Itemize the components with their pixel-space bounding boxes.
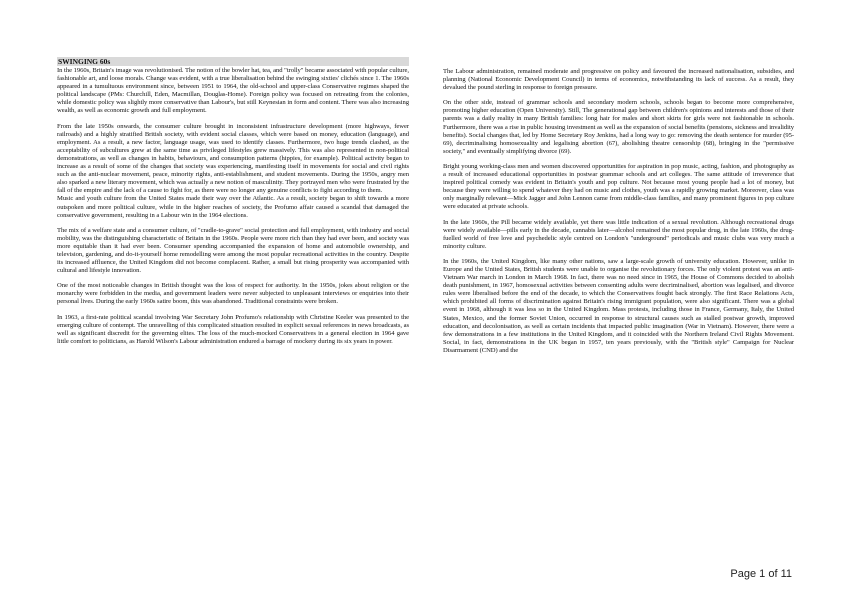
paragraph: In the 1960s, Britain's image was revolutionised. The notion of the bowler hat, tea, and "trolly" became associated with popular culture, fashionable art, and loose morals. Change was evident, with a true liberalisation behind the swinging sixties' clichés since 1. The 1960s appeared in a tumultuous environment since, between 1951 to 1964, the old-school and upper-class Conservative regimes shaped the political landscape (PMs: Churchill, Eden, Macmillan, Douglas-Home). Foreign policy was focused on retreating from the colonies, while domestic policy was slightly more conservative than Labour's, but still Keynesian in form and content. There was also increasing wealth, as well as economic growth and full employment. (57, 67, 409, 115)
paragraph: One of the most noticeable changes in British thought was the loss of respect for authority. In the 1950s, jokes about religion or the monarchy were forbidden in the media, and government leaders were never subjected to unpleasant interviews or enquiries into their personal lives. During the early 1960s satire boom, this was abandoned. Traditional constraints were broken. (57, 282, 409, 306)
section-title: SWINGING 60s (57, 57, 409, 66)
paragraph: On the other side, instead of grammar schools and secondary modern schools, schools began to become more comprehensive, promoting higher education (Open University). Still, The generational gap between children's opinions and interests and those of their parents was a daily reality in many British families: long hair for males and short skirts for girls were not fashionable in schools. Furthermore, there was a rise in public housing investment as well as the expansion of social benefits (pensions, sickness and invalidity benefits). Social changes that, led by Home Secretary Roy Jenkins, had a long way to go: removing the death sentence for murder (95-69), decriminalising homosexuality and legalising abortion (67), abolishing theatre censorship (68), bringing in the "permissive society," and eventually simplifying divorce (69). (443, 99, 794, 155)
paragraph: In 1963, a first-rate political scandal involving War Secretary John Profumo's relationship with Christine Keeler was presented to the emerging culture of contempt. The unravelling of this complicated situation resulted in explicit sexual references in news broadcasts, as well as significant discredit for the governing elites. The loss of the much-mocked Conservatives in a general election in 1964 gave little comfort to politicians, as Harold Wilson's Labour administration endured a barrage of mockery during its six years in power. (57, 313, 409, 345)
paragraph: Music and youth culture from the United States made their way over the Atlantic. As a result, society began to shift towards a more outspoken and more political culture, while in the higher reaches of society, the Profumo affair caused a scandal that damaged the conservative government, resulting in a Labour win in the 1964 elections. (57, 195, 409, 219)
paragraph: From the late 1950s onwards, the consumer culture brought in inconsistent infrastructure development (more highways, fewer railroads) and a highly stratified British society, with evident social classes, which were based on money, education (language), and employment. As a result, a new factor, language usage, was used to identify classes. Furthermore, two huge trends clashed, as the acceptability of subcultures grew at the same time as privileged lifestyles grew massively. This was also represented in non-political demonstrations, as well as changes in habits, behaviours, and consumption patterns (hippies, for example). Political activity began to increase as a result of some of the changes that society was experiencing, manifesting itself in movements for social and civil rights such as the anti-nuclear movement, peace, minority rights, anti-establishment, and student movements. During the 1950s, angry men also sparked a new literary movement, which was actually a new notion of masculinity. They portrayed men who were frustrated by the fall of the empire and the lack of a cause to fight for, as there were no longer any genuine conflicts to fight according to them. (57, 122, 409, 195)
left-column (57, 57, 409, 353)
page-number: Page 1 of 11 (730, 568, 792, 580)
paragraph: Bright young working-class men and women discovered opportunities for aspiration in pop music, acting, fashion, and photography as a result of increased educational opportunities in postwar grammar schools and art colleges. The same attitude of irreverence that inspired political comedy was evident in Britain's youth and pop culture. Not because most young people had a lot of money, but because they were willing to spend whatever they had on music and clothes, youth was a rapidly growing market. Moreover, class was only marginally relevant—Mick Jagger and John Lennon came from middle-class families, and many prominent figures in pop culture were educated at private schools. (443, 162, 794, 211)
right-column (443, 68, 794, 362)
paragraph: In the 1960s, the United Kingdom, like many other nations, saw a large-scale growth of university education. However, unlike in Europe and the United States, British students were unable to organise the revolutionary forces. The only violent protest was an anti-Vietnam War march in London in March 1968. In fact, there was no need since in 1965, the House of Commons decided to abolish death punishment, in 1967, homosexual activities between consenting adults were decriminalised, abortion was legalised, and divorce rules were liberalised before the end of the decade, to which the Conservatives fought back strongly. The first Race Relations Acts, which prohibited all forms of discrimination against Britain's rising immigrant population, were also significant. There was a global event in 1968, although it was less so in the United Kingdom. Mass protests, including those in France, Germany, Italy, the United States, Mexico, and the former Soviet Union, occurred in response to structural causes such as stalled postwar growth, improved education, and decolonisation, as well as certain incidents that impacted public imagination (War in Vietnam). However, there were a few demonstrations in a few institutions in the United Kingdom, and it coincided with the Northern Ireland Civil Rights Movement. Social, in fact, demonstrations in the UK began in 1957, ten years previously, with the "British style" Campaign for Nuclear Disarmament (CND) and the (443, 257, 794, 354)
paragraph: The Labour administration, remained moderate and progressive on policy and favoured the increased nationalisation, subsidies, and planning (National Economic Development Council) in terms of economics, notwithstanding its lack of success. As a result, they devalued the pound sterling in response to foreign pressure. (443, 68, 794, 92)
paragraph: In the late 1960s, the Pill became widely available, yet there was little indication of a sexual revolution. Although recreational drugs were widely available—pills early in the decade, cannabis later—alcohol remained the most popular drug, in the late 1960s, the drug-fuelled world of free love and psychedelic style centred on London's "underground" periodicals and music clubs was very much a minority culture. (443, 218, 794, 250)
paragraph: The mix of a welfare state and a consumer culture, of "cradle-to-grave" social protection and full employment, with industry and social mobility, was the distinguishing characteristic of Britain in the 1960s. People were more rich than they had ever been, and society was more equitable than it had ever been. Consumer spending accompanied the expansion of home and automobile ownership, and television, gardening, and do-it-yourself home remodelling were among the most popular recreational activities in the country. Despite its increased affluence, the United Kingdom did not become complacent. Rather, a small but rising prosperity was accompanied with cultural and lifestyle innovation. (57, 226, 409, 275)
